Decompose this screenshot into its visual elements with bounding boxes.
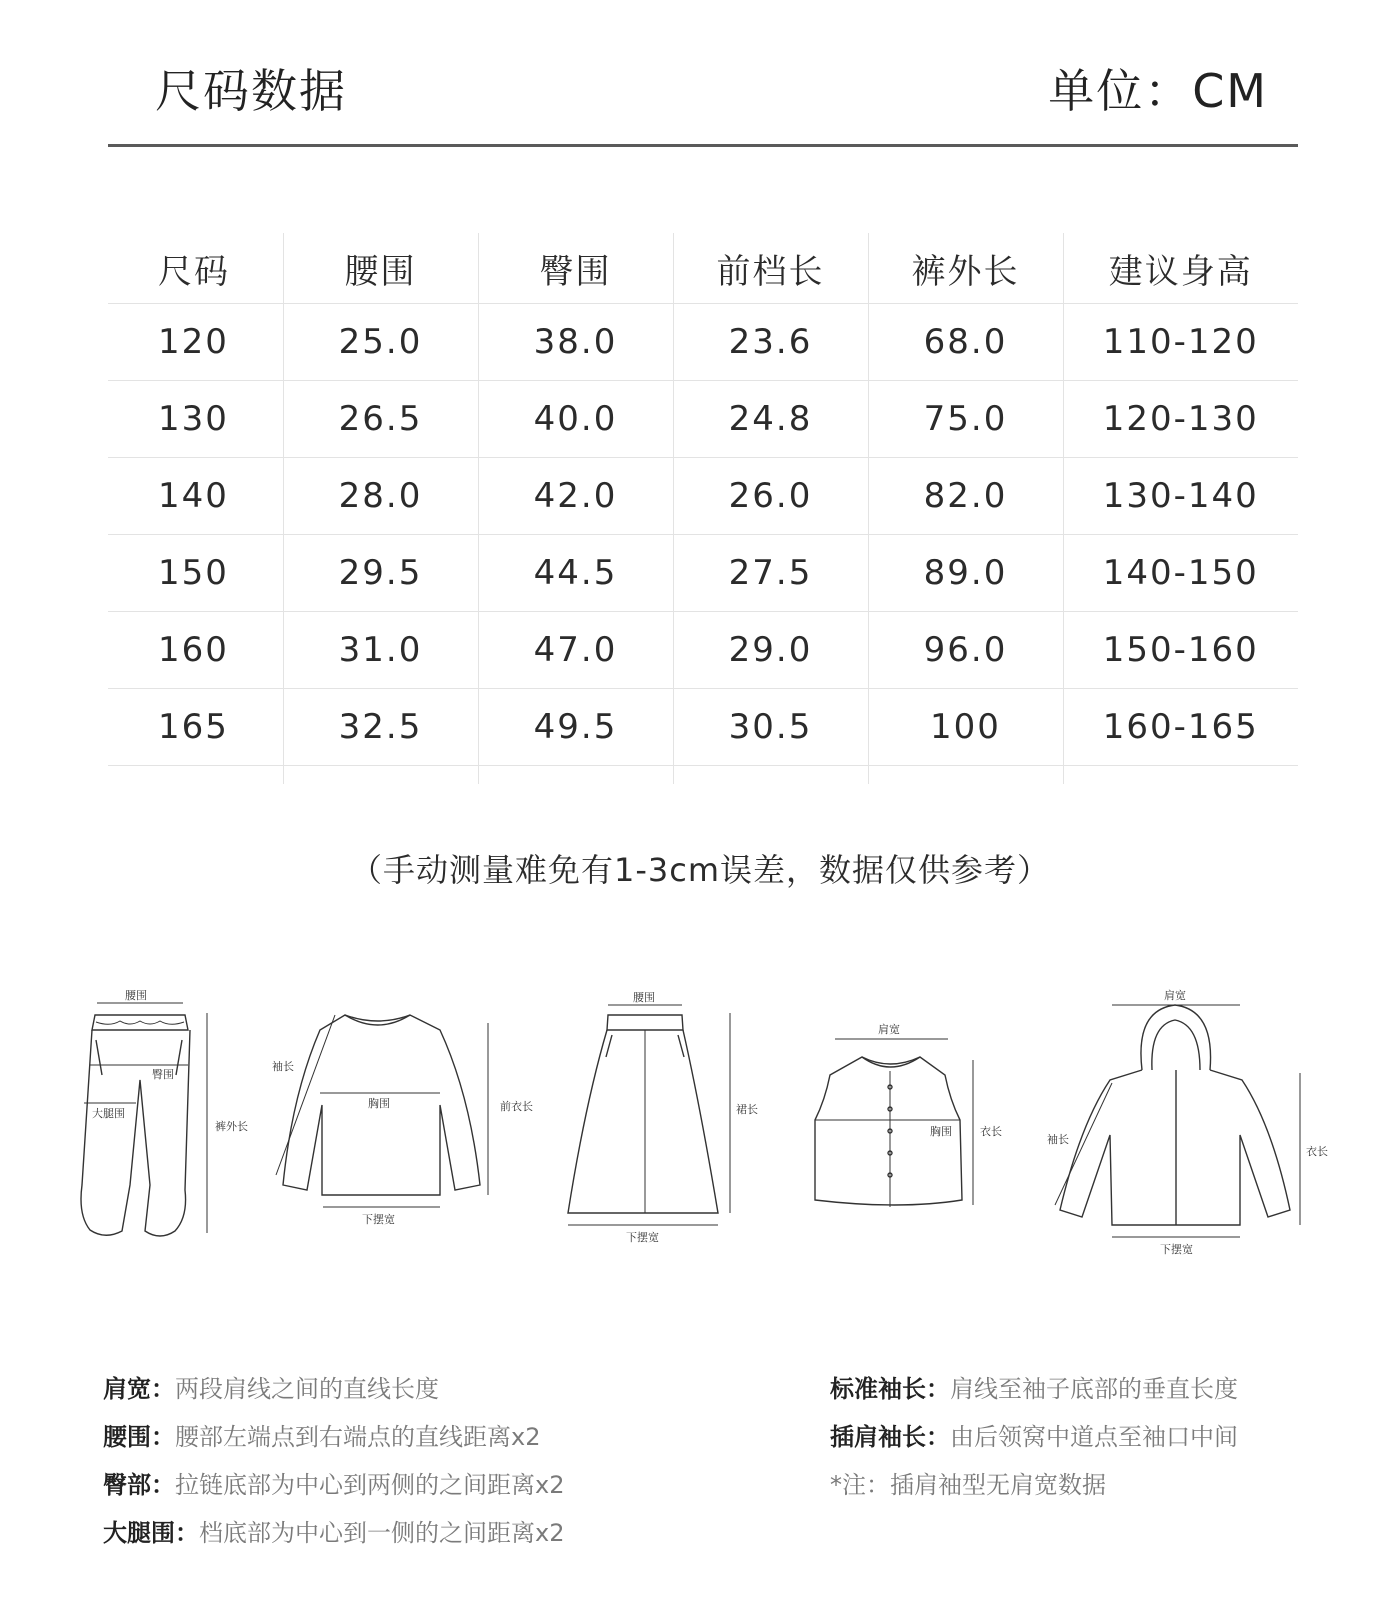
sweater-sleeve-label: 袖长 (272, 1060, 294, 1073)
column-header-size: 尺码 (108, 233, 283, 304)
jacket-length-label: 衣长 (1306, 1145, 1328, 1158)
page-title: 尺码数据 (155, 64, 347, 118)
garment-diagrams (0, 985, 1400, 1285)
table-cell: 29.0 (673, 612, 868, 689)
table-cell: 120 (108, 304, 283, 381)
table-cell: 150-160 (1063, 612, 1298, 689)
pants-waist-label: 腰围 (125, 989, 147, 1002)
vest-shoulder-label: 肩宽 (878, 1023, 900, 1036)
definition-value: 由后领窝中道点至袖口中间 (950, 1423, 1238, 1451)
table-cell: 140-150 (1063, 535, 1298, 612)
definition-key: 标准袖长： (830, 1375, 950, 1403)
sweater-front-length-label: 前衣长 (500, 1100, 533, 1113)
measurement-note: （手动测量难免有1-3cm误差，数据仅供参考） (349, 851, 1051, 889)
column-header-height: 建议身高 (1063, 233, 1298, 304)
definition-key: 插肩袖长： (830, 1423, 950, 1451)
definition-value: 两段肩线之间的直线长度 (175, 1375, 439, 1403)
table-header-row (108, 233, 1298, 304)
table-cell: 25.0 (283, 304, 478, 381)
vest-length-label: 衣长 (980, 1125, 1002, 1138)
definition-item (103, 1413, 564, 1461)
definition-key: 腰围： (103, 1423, 175, 1451)
table-cell: 140 (108, 458, 283, 535)
definition-value: 拉链底部为中心到两侧的之间距离x2 (175, 1471, 565, 1499)
table-cell: 47.0 (478, 612, 673, 689)
table-row (108, 612, 1298, 689)
table-cell: 31.0 (283, 612, 478, 689)
table-cell: 32.5 (283, 689, 478, 766)
table-cell: 26.5 (283, 381, 478, 458)
table-cell: 68.0 (868, 304, 1063, 381)
table-cell: 28.0 (283, 458, 478, 535)
size-table (108, 233, 1298, 784)
definition-key: 大腿围： (103, 1519, 199, 1547)
table-cell: 75.0 (868, 381, 1063, 458)
table-cell: 82.0 (868, 458, 1063, 535)
skirt-length-label: 裙长 (736, 1103, 758, 1116)
skirt-waist-label: 腰围 (633, 991, 655, 1004)
table-cell: 96.0 (868, 612, 1063, 689)
table-row (108, 458, 1298, 535)
table-cell: 165 (108, 689, 283, 766)
jacket-illustration (1047, 988, 1328, 1256)
table-cell: 130-140 (1063, 458, 1298, 535)
pants-illustration (81, 989, 248, 1236)
column-header-waist: 腰围 (283, 233, 478, 304)
pants-outseam-label: 裤外长 (215, 1120, 248, 1133)
table-cell: 150 (108, 535, 283, 612)
table-cell: 120-130 (1063, 381, 1298, 458)
definition-item (830, 1413, 1238, 1461)
pants-thigh-label: 大腿围 (92, 1107, 125, 1120)
column-header-hip: 臀围 (478, 233, 673, 304)
jacket-shoulder-label: 肩宽 (1164, 989, 1186, 1002)
table-cell: 26.0 (673, 458, 868, 535)
table-cell: 27.5 (673, 535, 868, 612)
definition-item (103, 1461, 564, 1509)
table-cell: 100 (868, 689, 1063, 766)
table-row (108, 689, 1298, 766)
definition-key: 肩宽： (103, 1375, 175, 1403)
table-cell: 160 (108, 612, 283, 689)
definition-value: 肩线至袖子底部的垂直长度 (950, 1375, 1238, 1403)
vest-chest-label: 胸围 (930, 1125, 952, 1138)
column-header-front-rise: 前档长 (673, 233, 868, 304)
table-cell: 130 (108, 381, 283, 458)
table-cell: 49.5 (478, 689, 673, 766)
definition-item (103, 1509, 564, 1557)
table-cell: 38.0 (478, 304, 673, 381)
column-header-outseam: 裤外长 (868, 233, 1063, 304)
table-cell: 24.8 (673, 381, 868, 458)
definitions-left (103, 1365, 564, 1557)
definition-note: *注：插肩袖型无肩宽数据 (830, 1471, 1106, 1499)
skirt-illustration (568, 991, 758, 1244)
table-spacer-row (108, 766, 1298, 785)
table-row (108, 381, 1298, 458)
definition-item (830, 1365, 1238, 1413)
table-cell: 30.5 (673, 689, 868, 766)
definition-value: 腰部左端点到右端点的直线距离x2 (175, 1423, 541, 1451)
definition-item (103, 1365, 564, 1413)
table-cell: 110-120 (1063, 304, 1298, 381)
table-row (108, 535, 1298, 612)
sweater-hem-label: 下摆宽 (362, 1213, 395, 1226)
definition-value: 档底部为中心到一侧的之间距离x2 (199, 1519, 565, 1547)
table-cell: 42.0 (478, 458, 673, 535)
table-cell: 23.6 (673, 304, 868, 381)
vest-illustration (815, 1022, 1002, 1207)
definitions-right (830, 1365, 1238, 1509)
pants-hip-label: 臀围 (152, 1068, 174, 1081)
unit-label: 单位：CM (1048, 64, 1268, 118)
header (0, 0, 1400, 150)
table-cell: 29.5 (283, 535, 478, 612)
sweater-illustration (272, 1015, 533, 1226)
table-cell: 89.0 (868, 535, 1063, 612)
jacket-hem-label: 下摆宽 (1160, 1243, 1193, 1256)
table-row (108, 304, 1298, 381)
skirt-hem-label: 下摆宽 (626, 1231, 659, 1244)
table-cell: 160-165 (1063, 689, 1298, 766)
jacket-sleeve-label: 袖长 (1047, 1133, 1069, 1146)
header-divider (108, 144, 1298, 147)
sweater-chest-label: 胸围 (368, 1097, 390, 1110)
definition-key: 臀部： (103, 1471, 175, 1499)
table-cell: 40.0 (478, 381, 673, 458)
table-cell: 44.5 (478, 535, 673, 612)
definition-item (830, 1461, 1238, 1509)
